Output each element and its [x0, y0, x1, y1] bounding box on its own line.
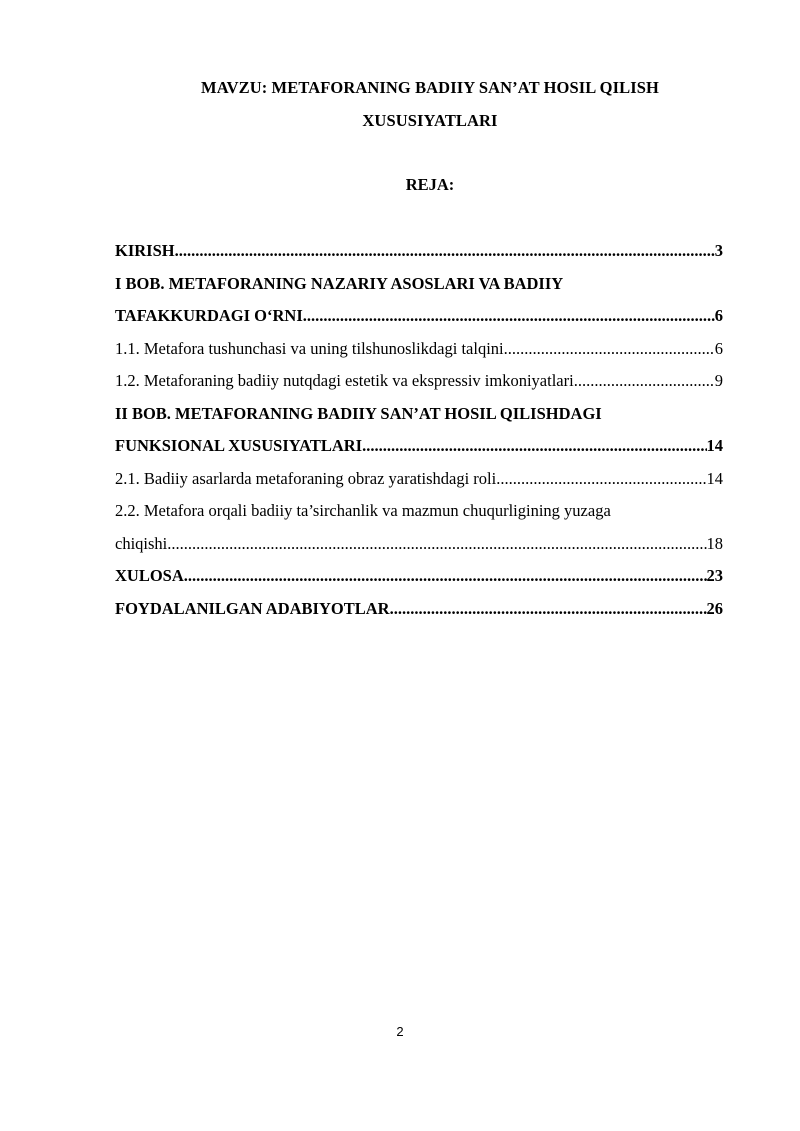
toc-entry-section-1-1[interactable]	[115, 333, 723, 366]
page-number: 2	[396, 1024, 404, 1039]
toc-leader-dots	[362, 430, 706, 463]
toc-entry-text: 1.2. Metaforaning badiiy nutqdagi estetik va ekspressiv imkoniyatlari	[115, 371, 574, 390]
toc-entry-chapter-2-line-2[interactable]	[115, 430, 723, 463]
toc-entry-page: 14	[706, 468, 723, 488]
title-line-1: MAVZU: METAFORANING BADIIY SAN’AT HOSIL QILISH	[201, 78, 659, 97]
toc-entry-text: XULOSA	[115, 566, 184, 585]
toc-entry-text: I BOB. METAFORANING NAZARIY ASOSLARI VA BADIIY	[115, 273, 564, 293]
toc-entry-chapter-2-line-1[interactable]	[115, 398, 723, 431]
document-title	[115, 71, 745, 137]
toc-leader-dots	[504, 333, 715, 366]
toc-entry-references[interactable]	[115, 593, 723, 626]
toc-entry-page: 3	[714, 241, 723, 260]
toc-entry-page: 18	[706, 533, 723, 553]
toc-entry-section-2-2-line-2[interactable]	[115, 528, 723, 561]
toc-entry-page: 6	[714, 338, 723, 358]
toc-entry-text: FOYDALANILGAN ADABIYOTLAR	[115, 598, 390, 618]
toc-leader-dots	[175, 235, 715, 268]
toc-entry-text: II BOB. METAFORANING BADIIY SAN’AT HOSIL QILISHDAGI	[115, 403, 602, 423]
toc-entry-xulosa[interactable]	[115, 560, 723, 593]
toc-entry-chapter-1-line-1[interactable]	[115, 268, 723, 301]
toc-entry-page: 23	[706, 566, 723, 585]
toc-leader-dots	[303, 300, 715, 333]
toc-leader-dots	[390, 593, 707, 626]
toc-entry-page: 26	[706, 598, 723, 618]
toc-entry-page: 9	[714, 371, 723, 390]
toc-entry-text: 2.1. Badiiy asarlarda metaforaning obraz yaratishdagi roli	[115, 468, 497, 488]
title-line-2: XUSUSIYATLARI	[362, 111, 498, 130]
table-of-contents	[115, 235, 723, 625]
toc-entry-section-2-2-line-1[interactable]	[115, 495, 723, 528]
toc-entry-text: KIRISH	[115, 241, 175, 260]
toc-entry-section-1-2[interactable]	[115, 365, 723, 398]
toc-entry-text: FUNKSIONAL XUSUSIYATLARI	[115, 436, 363, 455]
toc-leader-dots	[167, 528, 706, 561]
toc-leader-dots	[574, 365, 715, 398]
toc-entry-text: TAFAKKURDAGI O‘RNI	[115, 306, 303, 325]
toc-leader-dots	[184, 560, 707, 593]
toc-entry-page: 6	[714, 306, 723, 325]
toc-entry-section-2-1[interactable]	[115, 463, 723, 496]
toc-leader-dots	[496, 463, 706, 496]
toc-entry-text: 1.1. Metafora tushunchasi va uning tilshunoslikdagi talqini	[115, 338, 504, 358]
toc-entry-kirish[interactable]	[115, 235, 723, 268]
toc-entry-chapter-1-line-2[interactable]	[115, 300, 723, 333]
toc-entry-text: 2.2. Metafora orqali badiiy ta’sirchanlik va mazmun chuqurligining yuzaga	[115, 501, 611, 520]
toc-entry-text: chiqishi	[115, 533, 168, 553]
plan-heading: REJA:	[405, 175, 455, 194]
toc-entry-page: 14	[706, 436, 723, 455]
